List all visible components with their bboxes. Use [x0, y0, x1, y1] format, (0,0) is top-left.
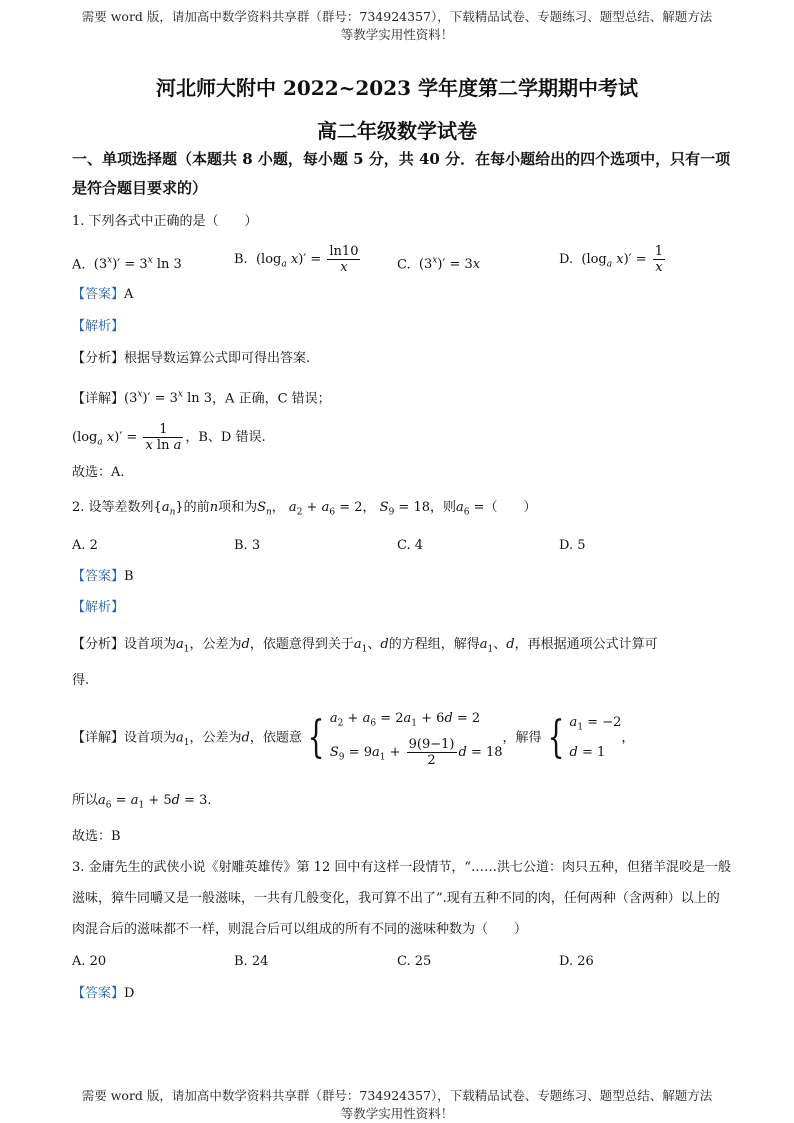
q2-analysis-tag: [72, 599, 732, 617]
q2-fenxi-b: ，公差为: [189, 637, 242, 652]
q2-option-c: C. 4: [397, 538, 424, 553]
q1-answer-value: A: [124, 287, 134, 302]
q1-option-b: [234, 244, 362, 275]
q2-fenxi-line-1: 【分析】设首项为$a_1$，公差为d，依题意得到关于$a_1$、d的方程组，解得$a_1$、d，再根据通项公式计算可: [72, 637, 658, 655]
exam-title: 河北师大附中 2022~2023 学年度第二学期期中考试: [155, 76, 638, 100]
q1-option-c-label: C.: [397, 257, 411, 273]
q2-fenxi-e: ，再根据通项公式计算可: [514, 637, 658, 652]
q1-option-c-formula: $(3^x)' = 3x$: [414, 256, 481, 273]
q2-stem-mid1: 的前: [183, 500, 210, 515]
q1-option-a: [72, 252, 182, 274]
q1-detail-line-2: [72, 422, 732, 453]
exam-subtitle: 高二年级数学试卷: [317, 119, 477, 143]
q2-fenxi-c: ，依题意得到关于: [249, 637, 354, 652]
page-header: [0, 8, 794, 44]
q1-conclusion: 故选：A.: [72, 465, 125, 480]
q2-solution-brace: {: [547, 712, 564, 764]
footer-line-2: 等教学实用性资料！: [340, 1106, 454, 1121]
q2-stem: 2. 设等差数列$\{a_n\}$的前n项和为$S_n$， $a_2 + a_6 = 2$， $S_9 = 18$，则$a_6$ =（ ）: [72, 500, 537, 518]
q1-detail-formula-2: ($\log_a$ x)′ = $\frac{1}{\text{x ln a}}$: [72, 422, 182, 453]
q1-answer: [72, 286, 732, 304]
q2-system-brace: {: [307, 712, 325, 764]
section-heading: 一、单项选择题（本题共 8 小题，每小题 5 分，共 40 分．在每小题给出的四个选项中，只有一项是符合题目要求的）: [72, 150, 731, 197]
q2-stem-prefix: 2. 设等差数列: [72, 500, 154, 515]
q1-fenxi-text: 根据导数运算公式即可得出答案.: [124, 351, 311, 366]
q2-fenxi-tag: 【分析】: [72, 637, 125, 652]
q2-detail-d: ，解得: [502, 730, 542, 746]
q1-option-d: [559, 244, 667, 275]
q2-detail-c: ，依题意: [249, 730, 302, 746]
q3-option-c: C. 25: [397, 954, 432, 969]
q1-option-a-label: A.: [72, 257, 86, 273]
q1-option-d-label: D.: [559, 252, 574, 267]
q2-so-text: 所以: [72, 793, 99, 808]
q2-option-a: A. 2: [72, 538, 98, 553]
q1-option-b-formula: ($\log_a$ x)′ = $\frac{\ln 10}{x}$: [251, 244, 359, 275]
q2-answer: [72, 568, 732, 586]
q1-detail-formula-1: $(3^x)' = 3^x$ ln 3: [124, 390, 213, 407]
q3-option-b: B. 24: [234, 954, 269, 969]
footer-line-1: 需要 word 版，请加高中数学资料共享群（群号：734924357），下载精品试卷、专题练习、题型总结、解题方法: [81, 1088, 713, 1103]
q2-so-line: 所以$a_6 = a_1 + 5d = 3$.: [72, 793, 212, 811]
header-line-1: 需要 word 版，请加高中数学资料共享群（群号：734924357），下载精品试卷、专题练习、题型总结、解题方法: [81, 9, 713, 24]
q2-stem-mid2: 项和为: [218, 500, 258, 515]
q2-detail-tag: 【详解】: [72, 730, 125, 746]
q1-detail-line-1: [72, 386, 732, 408]
q3-stem: 3. 金庸先生的武侠小说《射雕英雄传》第 12 回中有这样一段情节，“……洪七公道：肉只五种，但猪羊混咬是一般滋味，獐牛同嚼又是一般滋味，一共有几般变化，我可算不出了”.现有五种不同的肉，任何两种（含两种）以上的肉混合后的滋味都不一样，则混合后可以组成的所有不同的滋味种数为（ ）: [72, 860, 731, 937]
q2-stem-tail: ，则: [430, 500, 457, 515]
q2-answer-value: B: [124, 569, 134, 584]
q2-detail-b: ，公差为: [189, 730, 242, 746]
q2-fenxi-d: 的方程组，解得: [388, 637, 480, 652]
q3-option-d: D. 26: [559, 954, 594, 969]
q3-answer: [72, 985, 732, 1003]
q2-option-b: B. 3: [234, 538, 261, 553]
q2-equation-system: $a_2 + a_6 = 2a_1 + 6d = 2$ $S_9 = 9a_1$ + $\frac{9(9-1)}{2}$ d = 18: [329, 711, 503, 768]
q1-analysis-label: 【解析】: [72, 319, 125, 334]
q1-fenxi-tag: 【分析】: [72, 351, 125, 366]
q1-answer-tag: 【答案】: [72, 287, 125, 302]
q2-stem-end: （ ）: [484, 500, 537, 515]
q2-detail-a: 设首项为: [124, 730, 177, 746]
q1-detail-tag: 【详解】: [72, 391, 125, 407]
header-line-2: 等教学实用性资料！: [340, 27, 454, 42]
q1-option-a-formula: $(3^x)' = 3^x$ ln 3: [89, 256, 182, 273]
q2-fenxi-a: 设首项为: [124, 637, 177, 652]
q1-stem: 1. 下列各式中正确的是（ ）: [72, 214, 258, 229]
q2-fenxi-line-2: 得.: [72, 673, 90, 688]
q3-answer-value: D: [124, 986, 135, 1001]
q2-analysis-label: 【解析】: [72, 600, 125, 615]
q1-option-b-label: B.: [234, 252, 248, 267]
q1-option-c: [397, 252, 480, 274]
q2-solution-system: $a_1 = -2$ d = 1: [569, 714, 622, 761]
q3-answer-tag: 【答案】: [72, 986, 125, 1001]
q2-option-d: D. 5: [559, 538, 586, 553]
q1-option-d-formula: ($\log_a$ x)′ = $\frac{1}{x}$: [577, 244, 664, 275]
q2-answer-tag: 【答案】: [72, 569, 125, 584]
q1-detail-text-1: ，A 正确，C 错误；: [212, 391, 331, 407]
q1-detail-text-2: ，B、D 错误.: [185, 430, 266, 445]
q2-conclusion: 故选：B: [72, 829, 121, 844]
q2-detail: 【详解】设首项为$a_1$，公差为d，依题意 { $a_2 + a_6 = 2a_1 + 6d = 2$ $S_9 = 9a_1$ + $\frac{9(9-1)}{2}$ d = 18 ，解得 { $a_1 = -2$ d = 1 ，: [72, 706, 732, 770]
q1-fenxi: [72, 350, 732, 368]
q3-option-a: A. 20: [72, 954, 107, 969]
q1-analysis-tag: [72, 318, 732, 336]
page-footer: [0, 1087, 794, 1123]
